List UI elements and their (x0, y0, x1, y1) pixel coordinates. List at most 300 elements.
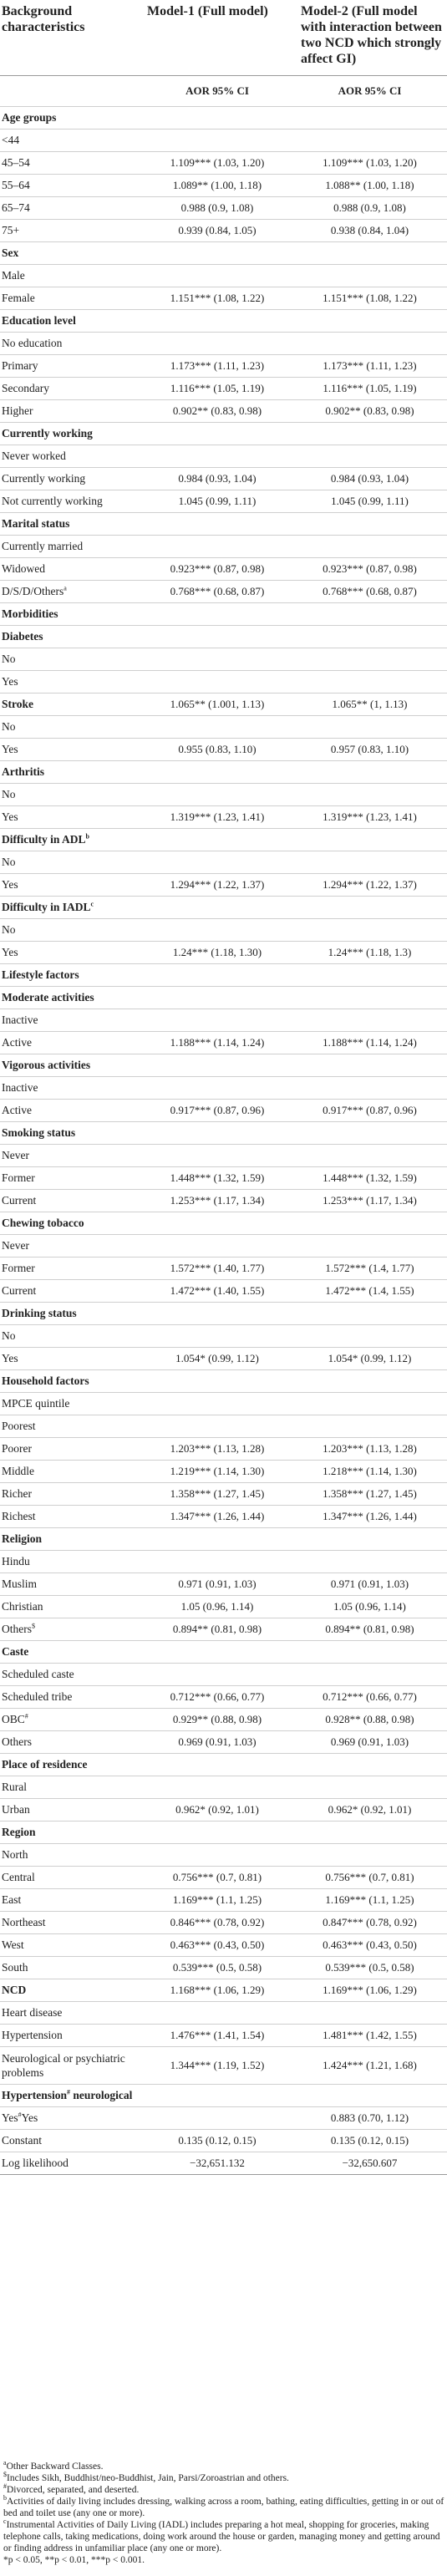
row-label: Yes (0, 671, 142, 694)
model-1-value: 1.294*** (1.22, 1.37) (142, 874, 292, 897)
model-2-value: 0.962* (0.92, 1.01) (292, 1799, 447, 1821)
row-label: Place of residence (0, 1754, 142, 1776)
model-2-value: 1.045 (0.99, 1.11) (292, 490, 447, 513)
row-label: Difficulty in IADL$^c$ (0, 897, 142, 919)
model-1-value: 1.572*** (1.40, 1.77) (142, 1258, 292, 1280)
model-1-value (142, 1641, 292, 1664)
model-2-value: 1.472*** (1.4, 1.55) (292, 1280, 447, 1303)
row-label: No (0, 784, 142, 806)
model-2-value (292, 648, 447, 671)
row-label: Widowed (0, 558, 142, 581)
table-row (0, 1122, 447, 1145)
model-2-value (292, 1077, 447, 1100)
table-row (0, 400, 447, 423)
row-label: Richer (0, 1483, 142, 1506)
model-2-value: 0.463*** (0.43, 0.50) (292, 1934, 447, 1957)
table-row (0, 671, 447, 694)
model-1-value (142, 1145, 292, 1167)
table-row (0, 1979, 447, 2002)
model-1-value: 1.173*** (1.11, 1.23) (142, 355, 292, 378)
model-1-value (142, 1212, 292, 1235)
model-2-value: 1.054* (0.99, 1.12) (292, 1348, 447, 1370)
row-label: No (0, 919, 142, 942)
table-row (0, 468, 447, 490)
model-1-value (142, 536, 292, 558)
row-label: Christian (0, 1596, 142, 1618)
table-row (0, 2002, 447, 2025)
model-1-value (142, 919, 292, 942)
row-label: East (0, 1889, 142, 1912)
model-1-value (142, 1754, 292, 1776)
model-1-value: 1.188*** (1.14, 1.24) (142, 1032, 292, 1054)
table-row (0, 1190, 447, 1212)
model-1-value: −32,651.132 (142, 2152, 292, 2175)
model-1-value (142, 2085, 292, 2107)
table-row (0, 784, 447, 806)
header-model-2: Model-2 (Full model with interaction between two NCD which strongly affect GI) (292, 0, 447, 76)
model-2-value (292, 1325, 447, 1348)
row-label: Currently working (0, 468, 142, 490)
footnote: $^a$Other Backward Classes. (3, 2459, 104, 2472)
model-2-value (292, 130, 447, 152)
model-1-value: 1.476*** (1.41, 1.54) (142, 2025, 292, 2047)
model-1-value (142, 1415, 292, 1438)
model-1-value (142, 1821, 292, 1844)
model-1-value: 1.448*** (1.32, 1.59) (142, 1167, 292, 1190)
model-1-value (142, 242, 292, 265)
model-2-value: 0.847*** (0.78, 0.92) (292, 1912, 447, 1934)
model-1-value: 1.151*** (1.08, 1.22) (142, 287, 292, 310)
table-row (0, 1596, 447, 1618)
row-label: Others (0, 1731, 142, 1754)
table-row (0, 648, 447, 671)
model-1-value (142, 897, 292, 919)
model-1-value: 1.116*** (1.05, 1.19) (142, 378, 292, 400)
table-row (0, 716, 447, 739)
row-label: Household factors (0, 1370, 142, 1393)
table-row (0, 1709, 447, 1731)
model-2-value (292, 829, 447, 851)
footnote: $^c$Instrumental Activities of Daily Living (IADL) includes preparing a hot meal, shopping for groceries, making telephone calls, taking medications, doing work around the house or garden, managing money and getting around or finding address in unfamiliar place (any one or more). (3, 2518, 440, 2553)
model-2-value: 1.253*** (1.17, 1.34) (292, 1190, 447, 1212)
model-1-value (142, 1370, 292, 1393)
table-row (0, 1393, 447, 1415)
model-1-value (142, 2002, 292, 2025)
row-label: Drinking status (0, 1303, 142, 1325)
model-2-value: 1.481*** (1.42, 1.55) (292, 2025, 447, 2047)
model-2-value (292, 671, 447, 694)
model-2-value: 0.917*** (0.87, 0.96) (292, 1100, 447, 1122)
table-row (0, 220, 447, 242)
model-1-value (142, 1303, 292, 1325)
model-2-value: 1.05 (0.96, 1.14) (292, 1596, 447, 1618)
table-row (0, 1303, 447, 1325)
model-1-value (142, 107, 292, 130)
row-label: 75+ (0, 220, 142, 242)
model-2-value: 1.358*** (1.27, 1.45) (292, 1483, 447, 1506)
table-row (0, 2025, 447, 2047)
table-row (0, 739, 447, 761)
row-label: South (0, 1957, 142, 1979)
table-row (0, 152, 447, 175)
table-row (0, 1077, 447, 1100)
row-label: No (0, 716, 142, 739)
model-2-value: 0.539*** (0.5, 0.58) (292, 1957, 447, 1979)
row-label: Inactive (0, 1077, 142, 1100)
model-1-value (142, 1122, 292, 1145)
model-2-value (292, 242, 447, 265)
row-label: Stroke (0, 694, 142, 716)
row-label: North (0, 1844, 142, 1867)
table-row (0, 1348, 447, 1370)
row-label: Current (0, 1280, 142, 1303)
table-row (0, 851, 447, 874)
row-label: Age groups (0, 107, 142, 130)
model-1-value (142, 1393, 292, 1415)
row-label: 55–64 (0, 175, 142, 197)
table-row (0, 1889, 447, 1912)
row-label: Richest (0, 1506, 142, 1528)
table-row (0, 333, 447, 355)
row-label: Chewing tobacco (0, 1212, 142, 1235)
model-2-value (292, 987, 447, 1009)
row-label: <44 (0, 130, 142, 152)
model-1-value (142, 626, 292, 648)
row-label: Active (0, 1100, 142, 1122)
row-label: No (0, 851, 142, 874)
model-1-value (142, 333, 292, 355)
model-2-value (292, 445, 447, 468)
row-label: Yes (0, 739, 142, 761)
table-row (0, 1032, 447, 1054)
model-1-value: 0.923*** (0.87, 0.98) (142, 558, 292, 581)
subheader-aor-model-2: AOR 95% CI (292, 76, 447, 107)
model-1-value (142, 987, 292, 1009)
row-label: Hindu (0, 1551, 142, 1573)
model-1-value: 1.24*** (1.18, 1.30) (142, 942, 292, 964)
row-label: Diabetes (0, 626, 142, 648)
table-row (0, 1145, 447, 1167)
model-2-value (292, 1776, 447, 1799)
header-background-characteristics: Background characteristics (0, 0, 142, 76)
row-label: Constant (0, 2130, 142, 2152)
model-1-value: 0.984 (0.93, 1.04) (142, 468, 292, 490)
model-1-value: 0.971 (0.91, 1.03) (142, 1573, 292, 1596)
table-row (0, 130, 447, 152)
model-1-value (142, 851, 292, 874)
table-row (0, 1235, 447, 1258)
model-1-value: 0.939 (0.84, 1.05) (142, 220, 292, 242)
row-label: Moderate activities (0, 987, 142, 1009)
model-2-value (292, 626, 447, 648)
model-2-value: 0.938 (0.84, 1.04) (292, 220, 447, 242)
table-row (0, 1844, 447, 1867)
table-row (0, 1934, 447, 1957)
subheader-row (0, 76, 447, 107)
model-2-value: 0.957 (0.83, 1.10) (292, 739, 447, 761)
model-2-value: 0.923*** (0.87, 0.98) (292, 558, 447, 581)
model-2-value: 0.902** (0.83, 0.98) (292, 400, 447, 423)
model-2-value (292, 964, 447, 987)
model-1-value (142, 1235, 292, 1258)
table-row (0, 107, 447, 130)
table-row (0, 874, 447, 897)
table-row (0, 1258, 447, 1280)
table-row (0, 761, 447, 784)
table-row (0, 2107, 447, 2130)
footnote: $^b$Activities of daily living includes dressing, walking across a room, bathing, eating difficulties, getting in or out of bed and toilet use (any one or more). (3, 2494, 444, 2518)
model-1-value: 0.539*** (0.5, 0.58) (142, 1957, 292, 1979)
row-label: Yes (0, 806, 142, 829)
model-2-value (292, 107, 447, 130)
row-label: Inactive (0, 1009, 142, 1032)
row-label: Central (0, 1867, 142, 1889)
table-row (0, 355, 447, 378)
model-1-value (142, 648, 292, 671)
model-1-value (142, 671, 292, 694)
model-2-value: 1.572*** (1.4, 1.77) (292, 1258, 447, 1280)
table-row (0, 310, 447, 333)
row-label: Current (0, 1190, 142, 1212)
row-label: 65–74 (0, 197, 142, 220)
table-row (0, 2047, 447, 2085)
row-label: Yes (0, 874, 142, 897)
table-row (0, 1821, 447, 1844)
table-row (0, 445, 447, 468)
table-row (0, 829, 447, 851)
table-row (0, 1664, 447, 1686)
row-label: Caste (0, 1641, 142, 1664)
model-2-value (292, 1528, 447, 1551)
row-label: Poorest (0, 1415, 142, 1438)
row-label: Muslim (0, 1573, 142, 1596)
model-2-value: 0.928** (0.88, 0.98) (292, 1709, 447, 1731)
row-label: Urban (0, 1799, 142, 1821)
model-1-value (142, 716, 292, 739)
model-2-value: 1.151*** (1.08, 1.22) (292, 287, 447, 310)
model-1-value: 0.135 (0.12, 0.15) (142, 2130, 292, 2152)
row-label: Morbidities (0, 603, 142, 626)
model-1-value (142, 761, 292, 784)
row-label: Currently married (0, 536, 142, 558)
table-row (0, 490, 447, 513)
table-row (0, 1212, 447, 1235)
model-2-value: 0.883 (0.70, 1.12) (292, 2107, 447, 2130)
model-2-value: 0.894** (0.81, 0.98) (292, 1618, 447, 1641)
footnote: $Includes Sikh, Buddhist/neo-Buddhist, Jain, Parsi/Zoroastrian and others. (3, 2471, 289, 2483)
model-1-value (142, 829, 292, 851)
table-row (0, 1867, 447, 1889)
model-1-value: 1.065** (1.001, 1.13) (142, 694, 292, 716)
row-label: Others$ (0, 1618, 142, 1641)
row-label: Sex (0, 242, 142, 265)
model-2-value (292, 2002, 447, 2025)
model-2-value (292, 1551, 447, 1573)
table-footnotes (3, 2461, 444, 2566)
model-1-value (142, 1325, 292, 1348)
row-label: Male (0, 265, 142, 287)
row-label: No education (0, 333, 142, 355)
row-label: Scheduled tribe (0, 1686, 142, 1709)
table-row (0, 1483, 447, 1506)
table-row (0, 1731, 447, 1754)
model-2-value: 0.988 (0.9, 1.08) (292, 197, 447, 220)
model-1-value (142, 130, 292, 152)
model-1-value: 0.712*** (0.66, 0.77) (142, 1686, 292, 1709)
table-row (0, 1506, 447, 1528)
model-1-value (142, 784, 292, 806)
model-2-value (292, 1415, 447, 1438)
model-1-value (142, 310, 292, 333)
row-label: Religion (0, 1528, 142, 1551)
table-row (0, 378, 447, 400)
model-1-value: 1.344*** (1.19, 1.52) (142, 2047, 292, 2085)
table-row (0, 1551, 447, 1573)
row-label: Never (0, 1145, 142, 1167)
model-2-value: 0.984 (0.93, 1.04) (292, 468, 447, 490)
model-2-value (292, 1235, 447, 1258)
row-label: Poorer (0, 1438, 142, 1461)
model-1-value: 0.902** (0.83, 0.98) (142, 400, 292, 423)
model-2-value: 1.294*** (1.22, 1.37) (292, 874, 447, 897)
row-label: 45–54 (0, 152, 142, 175)
table-row (0, 1957, 447, 1979)
table-row (0, 1573, 447, 1596)
table-row (0, 1370, 447, 1393)
model-2-value: 1.448*** (1.32, 1.59) (292, 1167, 447, 1190)
model-1-value: 1.169*** (1.1, 1.25) (142, 1889, 292, 1912)
model-2-value (292, 1754, 447, 1776)
table-row (0, 2152, 447, 2175)
model-1-value: 1.253*** (1.17, 1.34) (142, 1190, 292, 1212)
row-label: Secondary (0, 378, 142, 400)
subheader-empty (0, 76, 142, 107)
model-1-value (142, 1664, 292, 1686)
model-2-value: 0.768*** (0.68, 0.87) (292, 581, 447, 603)
model-2-value (292, 265, 447, 287)
table-row (0, 558, 447, 581)
subheader-aor-model-1: AOR 95% CI (142, 76, 292, 107)
footnote: *p < 0.05, **p < 0.01, ***p < 0.001. (3, 2555, 145, 2565)
model-2-value (292, 603, 447, 626)
model-1-value: 1.347*** (1.26, 1.44) (142, 1506, 292, 1528)
model-2-value: 1.319*** (1.23, 1.41) (292, 806, 447, 829)
row-label: OBC# (0, 1709, 142, 1731)
row-label: Middle (0, 1461, 142, 1483)
table-row (0, 1776, 447, 1799)
model-2-value (292, 761, 447, 784)
model-2-value: 1.065** (1, 1.13) (292, 694, 447, 716)
model-1-value: 1.219*** (1.14, 1.30) (142, 1461, 292, 1483)
row-label: Yes (0, 1348, 142, 1370)
table-row (0, 265, 447, 287)
table-row (0, 287, 447, 310)
table-row (0, 964, 447, 987)
table-row (0, 1054, 447, 1077)
table-row (0, 2130, 447, 2152)
model-1-value (142, 513, 292, 536)
model-1-value: 0.846*** (0.78, 0.92) (142, 1912, 292, 1934)
model-1-value: 1.045 (0.99, 1.11) (142, 490, 292, 513)
model-1-value: 0.463*** (0.43, 0.50) (142, 1934, 292, 1957)
table-row (0, 2085, 447, 2107)
table-row (0, 987, 447, 1009)
model-2-value (292, 1370, 447, 1393)
model-1-value: 0.768*** (0.68, 0.87) (142, 581, 292, 603)
model-1-value (142, 265, 292, 287)
row-label: Not currently working (0, 490, 142, 513)
table-row (0, 1641, 447, 1664)
model-2-value (292, 716, 447, 739)
model-2-value (292, 1212, 447, 1235)
model-1-value (142, 1077, 292, 1100)
model-1-value (142, 445, 292, 468)
row-label: Hypertension# neurological (0, 2085, 142, 2107)
model-2-value (292, 1054, 447, 1077)
row-label: Region (0, 1821, 142, 1844)
model-2-value (292, 2085, 447, 2107)
model-2-value: −32,650.607 (292, 2152, 447, 2175)
row-label: D/S/D/Others$^a$ (0, 581, 142, 603)
model-1-value: 0.756*** (0.7, 0.81) (142, 1867, 292, 1889)
model-2-value (292, 1821, 447, 1844)
table-row (0, 1415, 447, 1438)
row-label: Female (0, 287, 142, 310)
row-label: Former (0, 1258, 142, 1280)
table-row (0, 536, 447, 558)
model-2-value: 1.088** (1.00, 1.18) (292, 175, 447, 197)
model-1-value: 0.962* (0.92, 1.01) (142, 1799, 292, 1821)
model-1-value: 0.929** (0.88, 0.98) (142, 1709, 292, 1731)
table-row (0, 1686, 447, 1709)
model-2-value: 0.712*** (0.66, 0.77) (292, 1686, 447, 1709)
table-row (0, 806, 447, 829)
row-label: Arthritis (0, 761, 142, 784)
model-2-value: 1.203*** (1.13, 1.28) (292, 1438, 447, 1461)
row-label: Lifestyle factors (0, 964, 142, 987)
row-label: Never worked (0, 445, 142, 468)
model-1-value (142, 964, 292, 987)
table-row (0, 1100, 447, 1122)
row-label: Currently working (0, 423, 142, 445)
table-row (0, 197, 447, 220)
table-row (0, 1799, 447, 1821)
row-label: Yes#Yes (0, 2107, 142, 2130)
table-row (0, 919, 447, 942)
row-label: Yes (0, 942, 142, 964)
model-1-value: 1.05 (0.96, 1.14) (142, 1596, 292, 1618)
table-row (0, 694, 447, 716)
model-2-value: 1.173*** (1.11, 1.23) (292, 355, 447, 378)
footnote: #Divorced, separated, and deserted. (3, 2482, 140, 2495)
model-2-value: 1.24*** (1.18, 1.3) (292, 942, 447, 964)
model-1-value (142, 1844, 292, 1867)
model-2-value (292, 333, 447, 355)
model-1-value (142, 603, 292, 626)
header-model-1: Model-1 (Full model) (142, 0, 292, 76)
model-2-value (292, 784, 447, 806)
row-label: Scheduled caste (0, 1664, 142, 1686)
model-2-value: 1.169*** (1.1, 1.25) (292, 1889, 447, 1912)
row-label: Smoking status (0, 1122, 142, 1145)
model-2-value (292, 423, 447, 445)
row-label: Active (0, 1032, 142, 1054)
row-label: Marital status (0, 513, 142, 536)
model-1-value: 0.917*** (0.87, 0.96) (142, 1100, 292, 1122)
row-label: Never (0, 1235, 142, 1258)
table-row (0, 513, 447, 536)
model-1-value (142, 1054, 292, 1077)
